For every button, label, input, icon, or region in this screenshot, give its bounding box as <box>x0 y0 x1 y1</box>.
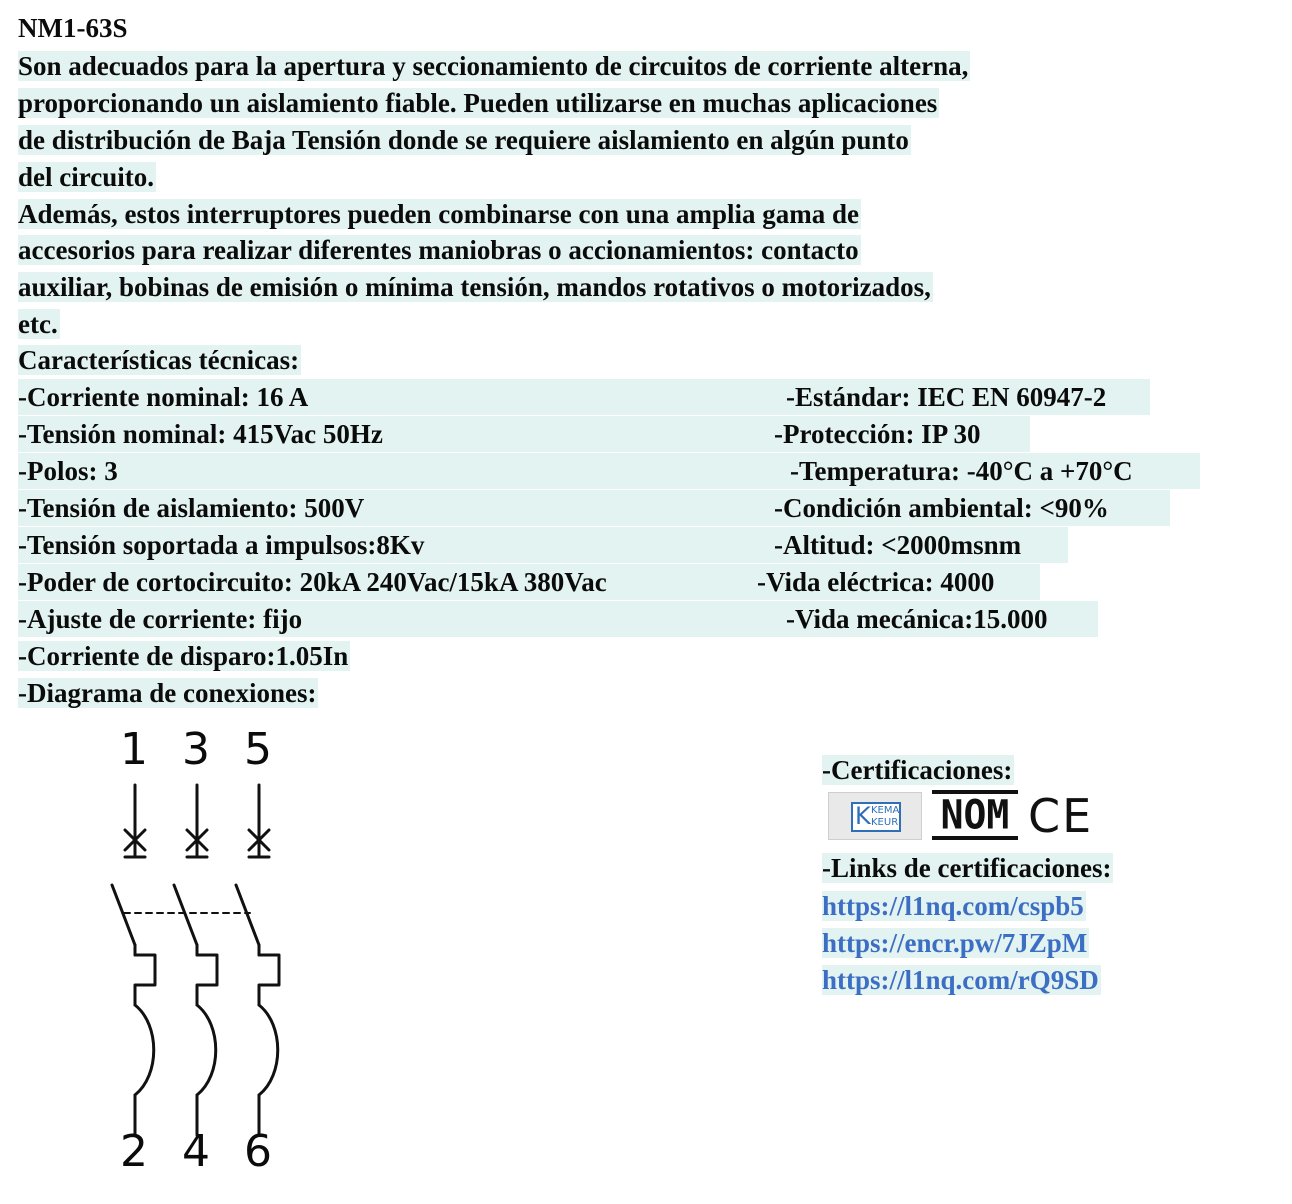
ce-mark-logo: CE <box>1028 789 1094 843</box>
spec-row: -Ajuste de corriente: fijo <box>18 601 1098 637</box>
certification-link[interactable]: https://encr.pw/7JZpM <box>822 928 1088 958</box>
spec-row: -Poder de cortocircuito: 20kA 240Vac/15kA 380Vac <box>18 564 1040 600</box>
terminal-label-bottom: 4 <box>182 1126 210 1177</box>
description-line: Además, estos interruptores pueden combinarse con una amplia gama de <box>18 199 860 229</box>
description-line: de distribución de Baja Tensión donde se requiere aislamiento en algún punto <box>18 125 909 155</box>
pole-3-symbol <box>236 785 279 1135</box>
description-line: del circuito. <box>18 162 154 192</box>
certification-link[interactable]: https://l1nq.com/cspb5 <box>822 891 1084 921</box>
nom-logo: NOM <box>932 790 1018 840</box>
terminal-label-top: 3 <box>182 724 210 775</box>
spec-row: -Corriente de disparo:1.05In <box>18 641 349 671</box>
circuit-schematic <box>90 775 320 1185</box>
description-line: etc. <box>18 309 58 339</box>
spec-right: -Vida eléctrica: 4000 <box>757 567 995 597</box>
spec-right: -Condición ambiental: <90% <box>774 493 1109 523</box>
spec-right: -Temperatura: -40°C a +70°C <box>790 456 1133 486</box>
spec-row: -Tensión nominal: 415Vac 50Hz <box>18 416 1030 452</box>
certification-logos <box>828 790 1108 842</box>
spec-row: -Corriente nominal: 16 A <box>18 379 1150 415</box>
terminal-label-bottom: 6 <box>244 1126 272 1177</box>
pole-2-symbol <box>174 785 217 1135</box>
document-title: NM1-63S <box>18 13 128 43</box>
spec-row: -Polos: 3 <box>18 453 1200 489</box>
description-line: accesorios para realizar diferentes maniobras o accionamientos: contacto <box>18 235 859 265</box>
spec-row: -Tensión de aislamiento: 500V <box>18 490 1170 526</box>
connection-diagram <box>90 720 320 1190</box>
description-line: Son adecuados para la apertura y seccionamiento de circuitos de corriente alterna, <box>18 51 969 81</box>
spec-row: -Diagrama de conexiones: <box>18 678 317 708</box>
terminal-label-top: 5 <box>244 724 272 775</box>
spec-right: -Vida mecánica:15.000 <box>786 604 1048 634</box>
terminal-label-top: 1 <box>120 724 148 775</box>
description-line: auxiliar, bobinas de emisión o mínima tensión, mandos rotativos o motorizados, <box>18 272 931 302</box>
pole-1-symbol <box>112 785 155 1135</box>
spec-right: -Altitud: <2000msnm <box>774 530 1022 560</box>
certification-link[interactable]: https://l1nq.com/rQ9SD <box>822 965 1099 995</box>
description-line: proporcionando un aislamiento fiable. Pueden utilizarse en muchas aplicaciones <box>18 88 938 118</box>
certifications-heading: -Certificaciones: <box>822 755 1013 785</box>
specs-heading: Características técnicas: <box>18 345 300 375</box>
spec-right: -Protección: IP 30 <box>774 419 981 449</box>
terminal-label-bottom: 2 <box>120 1126 148 1177</box>
certification-links-heading: -Links de certificaciones: <box>822 853 1112 883</box>
spec-row: -Tensión soportada a impulsos:8Kv <box>18 527 1068 563</box>
kema-keur-logo: K KEMA KEUR <box>828 792 922 840</box>
spec-right: -Estándar: IEC EN 60947-2 <box>786 382 1107 412</box>
